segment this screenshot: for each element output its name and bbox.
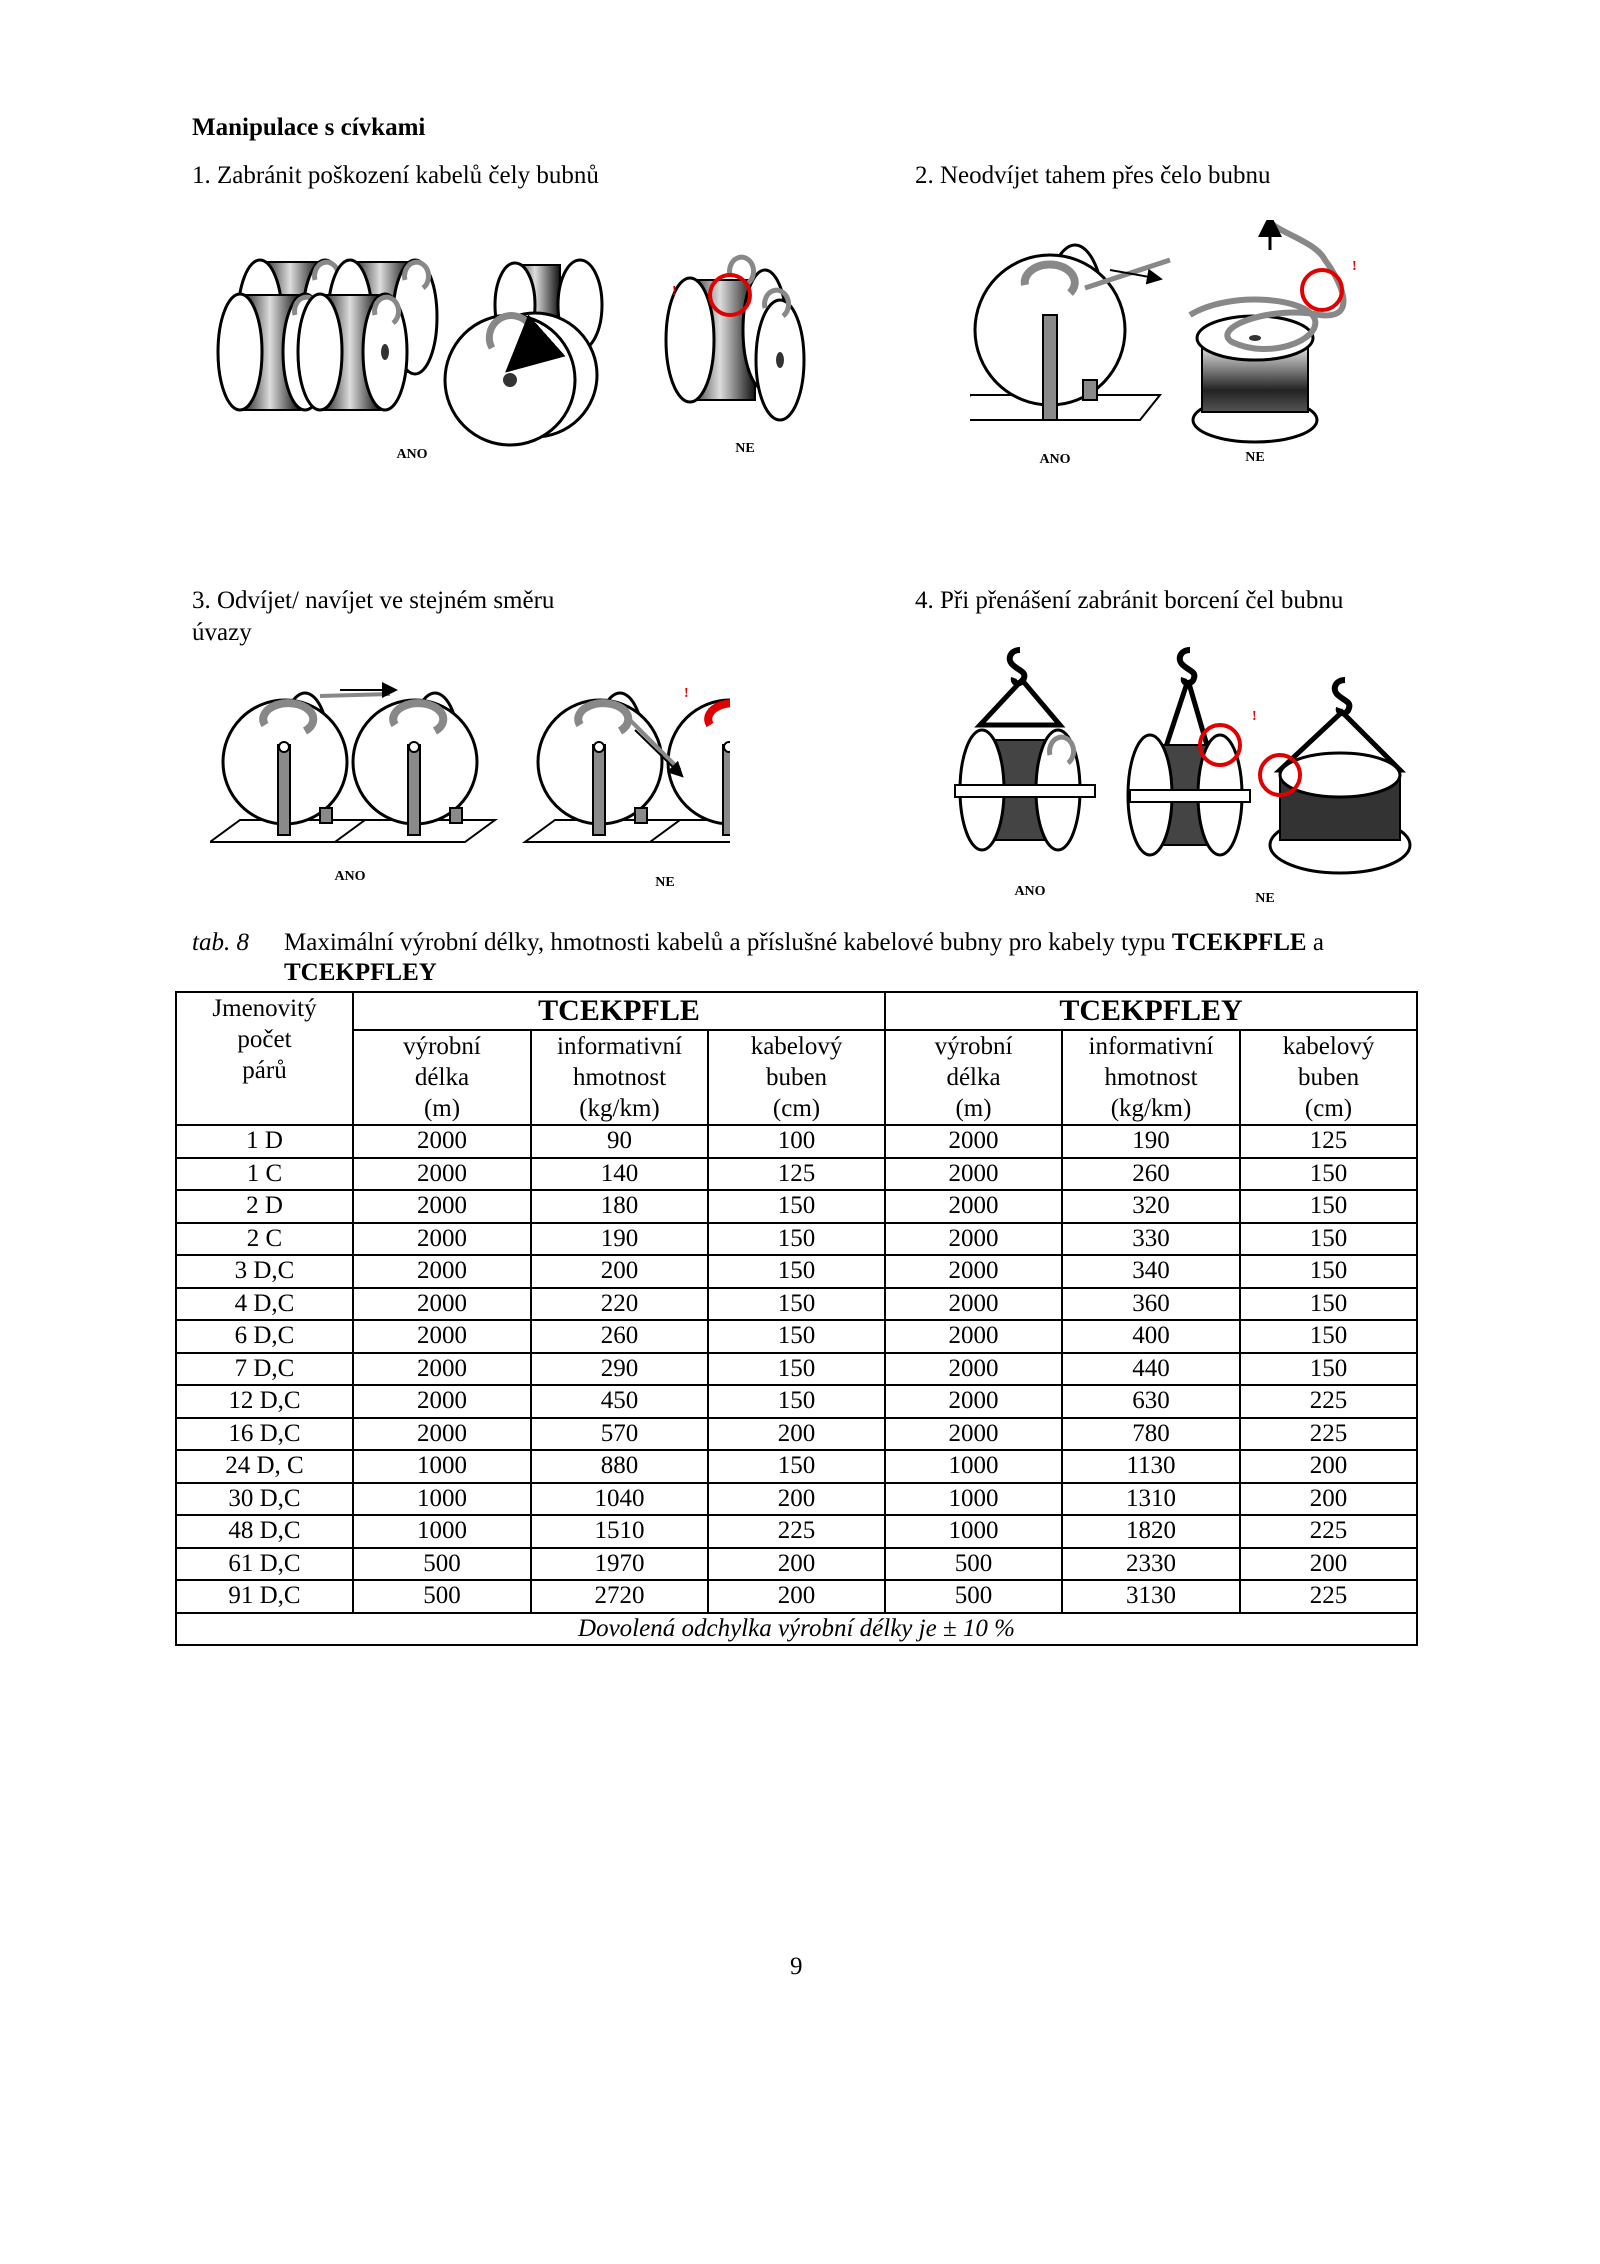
table-cell: 360 — [1062, 1288, 1240, 1321]
table-cell: 180 — [531, 1190, 708, 1223]
table-cell: 2000 — [885, 1288, 1062, 1321]
table-cell: 200 — [1240, 1548, 1417, 1581]
header-line: (m) — [423, 1095, 461, 1122]
header-line: hmotnost — [572, 1064, 667, 1091]
table-cell: 90 — [531, 1125, 708, 1158]
header-line: kabelový — [750, 1033, 843, 1060]
label-ano-4: ANO — [1014, 884, 1046, 899]
table-cell: 2000 — [885, 1320, 1062, 1353]
table-cell: 200 — [1240, 1483, 1417, 1516]
table-cell: 2000 — [353, 1418, 531, 1451]
table-cell: 200 — [531, 1255, 708, 1288]
header-line: informativní — [557, 1033, 682, 1060]
drum-front-2 — [298, 294, 407, 410]
table-cell: 500 — [885, 1548, 1062, 1581]
pair-count-cell: 61 D,C — [176, 1548, 353, 1581]
header-line: buben — [765, 1064, 828, 1091]
table-cell: 500 — [353, 1548, 531, 1581]
column-header — [1062, 1030, 1240, 1125]
drum-ano-a — [223, 693, 347, 835]
pair-count-cell: 48 D,C — [176, 1515, 353, 1548]
table-cell: 190 — [1062, 1125, 1240, 1158]
table-row — [176, 1385, 1417, 1418]
table-cell: 1970 — [531, 1548, 708, 1581]
table-row — [176, 1515, 1417, 1548]
table-cell: 2000 — [353, 1353, 531, 1386]
table-cell: 200 — [708, 1548, 885, 1581]
pair-count-cell: 4 D,C — [176, 1288, 353, 1321]
header-line: (m) — [955, 1095, 992, 1122]
header-line: (kg/km) — [1110, 1095, 1192, 1122]
drum-ano-b — [353, 693, 477, 835]
warning-mark-1: ! — [672, 284, 677, 299]
instruction-4: 4. Při přenášení zabránit borcení čel bubnu — [915, 587, 1344, 614]
lift-ne-2 — [1260, 680, 1410, 873]
table-cell: 220 — [531, 1288, 708, 1321]
pair-count-cell: 2 D — [176, 1190, 353, 1223]
figure-winding-direction — [210, 670, 730, 900]
label-ano-2: ANO — [1039, 452, 1071, 467]
table-cell: 140 — [531, 1158, 708, 1191]
pair-count-cell: 3 D,C — [176, 1255, 353, 1288]
table-cell: 500 — [885, 1580, 1062, 1613]
table-cell: 125 — [708, 1158, 885, 1191]
column-header — [1240, 1030, 1417, 1125]
table-cell: 330 — [1062, 1223, 1240, 1256]
header-line: hmotnost — [1104, 1064, 1198, 1091]
warning-mark-2: ! — [1352, 259, 1357, 274]
table-cell: 200 — [708, 1418, 885, 1451]
table-cell: 2330 — [1062, 1548, 1240, 1581]
pair-count-cell: 7 D,C — [176, 1353, 353, 1386]
flat-drum — [1190, 220, 1343, 442]
table-cell: 150 — [708, 1288, 885, 1321]
table-cell: 150 — [1240, 1353, 1417, 1386]
figure-drum-storage — [210, 240, 840, 475]
pair-count-cell: 6 D,C — [176, 1320, 353, 1353]
table-cell: 225 — [1240, 1515, 1417, 1548]
table-cell: 200 — [1240, 1450, 1417, 1483]
table-row — [176, 1450, 1417, 1483]
table-cell: 2000 — [353, 1190, 531, 1223]
table-cell: 2000 — [885, 1223, 1062, 1256]
table-cell: 2000 — [353, 1255, 531, 1288]
table-cell: 290 — [531, 1353, 708, 1386]
table-cell: 2000 — [353, 1223, 531, 1256]
table-cell: 225 — [708, 1515, 885, 1548]
table-cell: 2000 — [885, 1158, 1062, 1191]
table-cell: 150 — [708, 1223, 885, 1256]
table-cell: 260 — [531, 1320, 708, 1353]
table-cell: 1310 — [1062, 1483, 1240, 1516]
table-cell: 1000 — [885, 1450, 1062, 1483]
pair-count-cell: 1 C — [176, 1158, 353, 1191]
column-header — [885, 1030, 1062, 1125]
header-line: délka — [946, 1064, 1001, 1091]
table-row — [176, 1158, 1417, 1191]
header-line: výrobní — [403, 1033, 481, 1060]
table-cell: 2000 — [885, 1418, 1062, 1451]
label-ne-1: NE — [735, 441, 755, 456]
column-header — [531, 1030, 708, 1125]
table-cell: 2000 — [353, 1385, 531, 1418]
table-cell: 440 — [1062, 1353, 1240, 1386]
cable-table — [175, 991, 1418, 1646]
table-cell: 150 — [1240, 1223, 1417, 1256]
table-cell: 1000 — [353, 1515, 531, 1548]
table-cell: 2000 — [885, 1190, 1062, 1223]
instruction-2: 2. Neodvíjet tahem přes čelo bubnu — [915, 162, 1271, 189]
table-cell: 200 — [708, 1580, 885, 1613]
table-row — [176, 1580, 1417, 1613]
table-row — [176, 1288, 1417, 1321]
pair-count-cell: 30 D,C — [176, 1483, 353, 1516]
drum-wrong-1 — [666, 257, 804, 420]
table-cell: 1000 — [353, 1450, 531, 1483]
table-cell: 150 — [708, 1450, 885, 1483]
table-cell: 150 — [708, 1255, 885, 1288]
table-cell: 1000 — [353, 1483, 531, 1516]
table-row — [176, 1353, 1417, 1386]
pair-count-cell: 12 D,C — [176, 1385, 353, 1418]
column-header — [353, 1030, 531, 1125]
table-cell: 190 — [531, 1223, 708, 1256]
table-cell: 1820 — [1062, 1515, 1240, 1548]
table-cell: 2720 — [531, 1580, 708, 1613]
table-cell: 2000 — [353, 1288, 531, 1321]
header-line: (cm) — [1304, 1095, 1353, 1122]
table-cell: 225 — [1240, 1418, 1417, 1451]
label-ne-4: NE — [1255, 891, 1275, 906]
table-cell: 1000 — [885, 1483, 1062, 1516]
group-header-tcekpfle: TCEKPFLE — [353, 992, 885, 1030]
table-row — [176, 1320, 1417, 1353]
table-row — [176, 1483, 1417, 1516]
pair-count-cell: 2 C — [176, 1223, 353, 1256]
table-cell: 225 — [1240, 1580, 1417, 1613]
table-cell: 500 — [353, 1580, 531, 1613]
pair-count-cell: 1 D — [176, 1125, 353, 1158]
header-line: kabelový — [1282, 1033, 1375, 1060]
warning-circle — [1302, 270, 1342, 310]
header-line: buben — [1297, 1064, 1360, 1091]
pair-count-cell: 24 D, C — [176, 1450, 353, 1483]
table-cell: 880 — [531, 1450, 708, 1483]
header-line: informativní — [1088, 1033, 1214, 1060]
warning-mark-4: ! — [1252, 709, 1257, 724]
header-line: (kg/km) — [579, 1095, 660, 1122]
table-cell: 200 — [708, 1483, 885, 1516]
table-row — [176, 1223, 1417, 1256]
caption-type2: TCEKPFLEY — [284, 959, 437, 986]
table-footnote: Dovolená odchylka výrobní délky je ± 10 % — [176, 1613, 1417, 1645]
warning-mark-3: ! — [684, 686, 689, 701]
table-cell: 225 — [1240, 1385, 1417, 1418]
group-header-tcekpfley: TCEKPFLEY — [885, 992, 1417, 1030]
table-cell: 340 — [1062, 1255, 1240, 1288]
column-header — [708, 1030, 885, 1125]
table-cell: 2000 — [885, 1353, 1062, 1386]
caption-and: a — [1306, 929, 1324, 956]
table-row — [176, 1125, 1417, 1158]
instruction-1: 1. Zabránit poškození kabelů čely bubnů — [192, 162, 599, 189]
table-row — [176, 1190, 1417, 1223]
table-cell: 150 — [708, 1320, 885, 1353]
label-ano-3: ANO — [334, 869, 366, 884]
pair-count-cell: 16 D,C — [176, 1418, 353, 1451]
figure-unwinding-pull — [970, 220, 1390, 470]
header-line: Jmenovitý — [212, 995, 317, 1022]
table-cell: 3130 — [1062, 1580, 1240, 1613]
label-ne-3: NE — [655, 875, 675, 890]
header-line: párů — [242, 1057, 287, 1084]
figure-lifting — [950, 640, 1420, 910]
table-cell: 1000 — [885, 1515, 1062, 1548]
table-cell: 150 — [1240, 1255, 1417, 1288]
page-number: 9 — [790, 1953, 803, 1980]
table-cell: 150 — [708, 1385, 885, 1418]
table-number: tab. 8 — [192, 929, 249, 956]
table-cell: 2000 — [353, 1125, 531, 1158]
section-heading: Manipulace s cívkami — [192, 114, 426, 141]
header-line: výrobní — [934, 1033, 1013, 1060]
table-cell: 320 — [1062, 1190, 1240, 1223]
table-cell: 150 — [1240, 1288, 1417, 1321]
pair-count-cell: 91 D,C — [176, 1580, 353, 1613]
table-cell: 630 — [1062, 1385, 1240, 1418]
table-cell: 150 — [1240, 1190, 1417, 1223]
label-ne-2: NE — [1245, 450, 1265, 465]
drum-ne-a — [538, 693, 662, 835]
caption-type1: TCEKPFLE — [1171, 929, 1307, 956]
table-row — [176, 1418, 1417, 1451]
table-cell: 260 — [1062, 1158, 1240, 1191]
header-line: délka — [414, 1064, 470, 1091]
instruction-3-line1: 3. Odvíjet/ navíjet ve stejném směru — [192, 587, 555, 614]
table-cell: 400 — [1062, 1320, 1240, 1353]
caption-description: Maximální výrobní délky, hmotnosti kabelů a příslušné kabelové bubny pro kabely typu — [284, 929, 1172, 956]
lift-ne-1 — [1128, 650, 1250, 855]
caption-text — [284, 928, 1424, 988]
table-cell: 125 — [1240, 1125, 1417, 1158]
table-cell: 2000 — [885, 1385, 1062, 1418]
table-cell: 150 — [708, 1353, 885, 1386]
table-cell: 1040 — [531, 1483, 708, 1516]
header-line: (cm) — [772, 1095, 821, 1122]
table-cell: 100 — [708, 1125, 885, 1158]
header-nominal-pairs — [176, 992, 353, 1125]
drum-ne-b — [668, 693, 730, 835]
lift-ano — [955, 650, 1095, 850]
table-cell: 2000 — [353, 1320, 531, 1353]
table-cell: 780 — [1062, 1418, 1240, 1451]
instruction-3-line2: úvazy — [192, 619, 252, 646]
table-row — [176, 1255, 1417, 1288]
table-cell: 150 — [1240, 1320, 1417, 1353]
table-cell: 150 — [1240, 1158, 1417, 1191]
header-line: počet — [237, 1026, 292, 1053]
instruction-3 — [192, 585, 554, 649]
table-cell: 570 — [531, 1418, 708, 1451]
table-cell: 1510 — [531, 1515, 708, 1548]
drum-large-group — [445, 260, 602, 445]
table-cell: 2000 — [353, 1158, 531, 1191]
table-row — [176, 1548, 1417, 1581]
table-cell: 2000 — [885, 1255, 1062, 1288]
table-cell: 450 — [531, 1385, 708, 1418]
table-cell: 2000 — [885, 1125, 1062, 1158]
table-cell: 150 — [708, 1190, 885, 1223]
table-cell: 1130 — [1062, 1450, 1240, 1483]
label-ano-1: ANO — [396, 447, 428, 462]
